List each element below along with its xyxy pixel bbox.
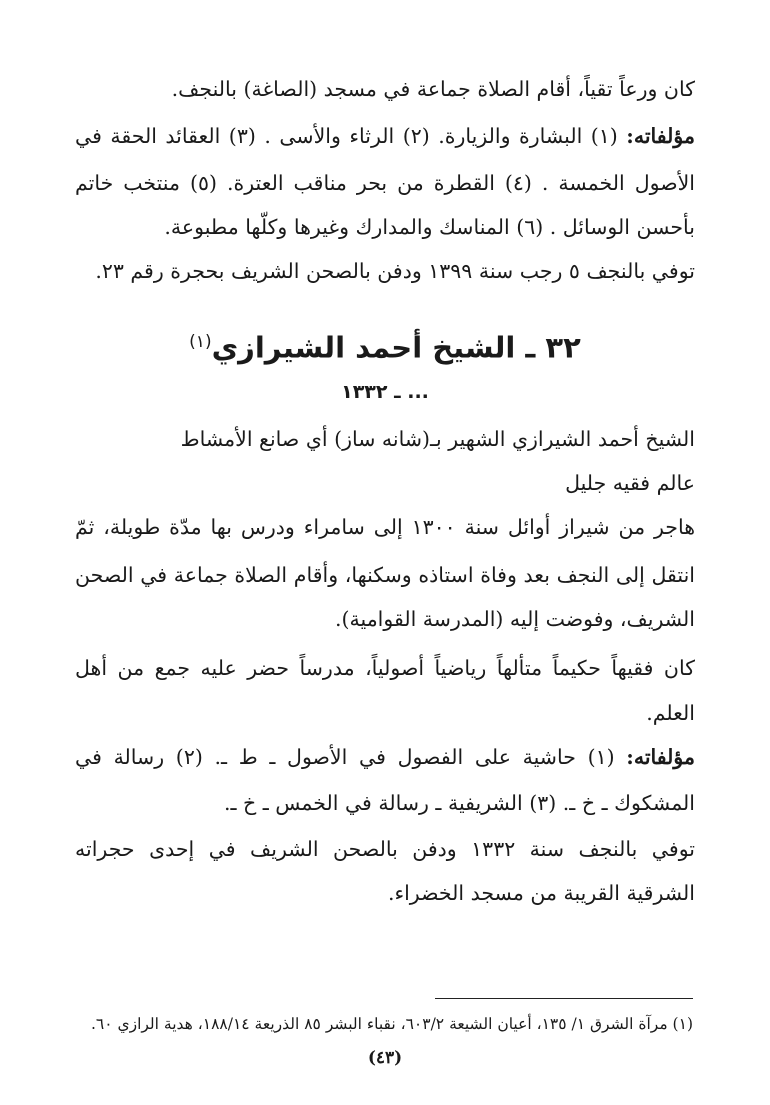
- footnote-divider: [435, 998, 693, 999]
- works-text: (١) حاشية على الفصول في الأصول ـ ط ـ. (٢) رسالة في: [75, 745, 615, 769]
- entry-title-text: ٣٢ ـ الشيخ أحمد الشيرازي: [211, 330, 581, 365]
- death-line: توفي بالنجف سنة ١٣٣٢ ودفن بالصحن الشريف في إحدى حجراته: [75, 837, 695, 861]
- works-label: مؤلفاته:: [626, 745, 695, 769]
- prev-death-text: توفي بالنجف ٥ رجب سنة ١٣٩٩ ودفن بالصحن الشريف بحجرة رقم ٢٣.: [95, 259, 695, 283]
- paragraph-line: العلم.: [646, 701, 695, 725]
- paragraph-line: كان فقيهاً حكيماً متألهاً رياضياً أصولياً، مدرساً حضر عليه جمع من أهل: [75, 656, 695, 680]
- death-line: الشرقية القريبة من مسجد الخضراء.: [387, 881, 695, 905]
- entry-dates: ... ـ ١٣٣٢: [341, 381, 429, 403]
- page-number: (٤٣): [367, 1048, 403, 1068]
- entry-title: [0, 322, 770, 368]
- paragraph-line: عالم فقيه جليل: [565, 471, 695, 495]
- paragraph-line: الشيخ أحمد الشيرازي الشهير بـ(شانه ساز) أي صانع الأمشاط: [180, 427, 695, 451]
- works-line: [75, 742, 695, 772]
- prev-entry-text: كان ورعاً تقياً، أقام الصلاة جماعة في مسجد (الصاغة) بالنجف.: [171, 77, 695, 101]
- prev-works-line: [75, 121, 695, 151]
- works-text: (١) البشارة والزيارة. (٢) الرثاء والأسى . (٣) العقائد الحقة في: [75, 124, 618, 148]
- prev-works-line: بأحسن الوسائل . (٦) المناسك والمدارك وغيرها وكلّها مطبوعة.: [164, 215, 695, 239]
- paragraph-line: انتقل إلى النجف بعد وفاة استاذه وسكنها، وأقام الصلاة جماعة في الصحن: [75, 563, 695, 587]
- works-line: المشكوك ـ خ ـ. (٣) الشريفية ـ رسالة في الخمس ـ خ ـ.: [223, 791, 695, 815]
- works-label: مؤلفاته:: [626, 124, 695, 148]
- paragraph-line: هاجر من شيراز أوائل سنة ١٣٠٠ إلى سامراء ودرس بها مدّة طويلة، ثمّ: [75, 515, 695, 539]
- footnote-marker: (١): [189, 332, 212, 352]
- paragraph-line: الشريف، وفوضت إليه (المدرسة القوامية).: [335, 607, 695, 631]
- footnote-text: (١) مرآة الشرق ١/ ١٣٥، أعيان الشيعة ٦٠٣/٢، نقباء البشر ٨٥ الذريعة ١٨٨/١٤، هدية الرازي ٦٠.: [90, 1015, 693, 1033]
- prev-works-line: الأصول الخمسة . (٤) القطرة من بحر مناقب العترة. (٥) منتخب خاتم: [75, 171, 695, 195]
